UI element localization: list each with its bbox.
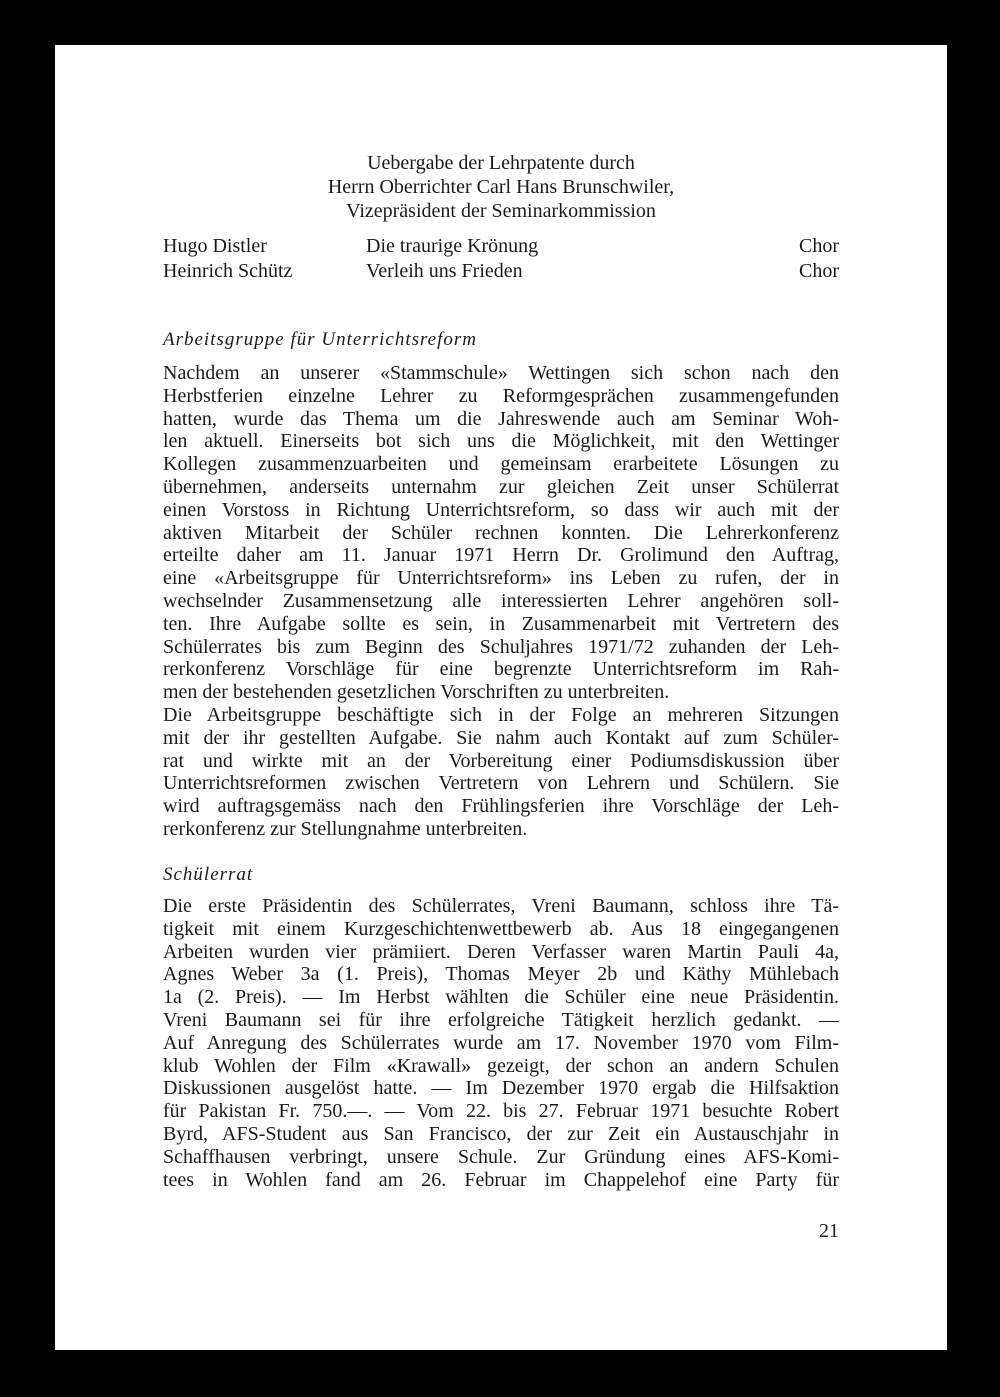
program-row bbox=[163, 234, 839, 259]
text-line: len aktuell. Einerseits bot sich uns die Möglichkeit, mit den Wettinger bbox=[163, 430, 839, 453]
text-line: wechselnder Zusammensetzung alle interessierten Lehrer angehören soll- bbox=[163, 589, 839, 612]
piece-title: Die traurige Krönung bbox=[366, 235, 539, 257]
music-program bbox=[163, 234, 839, 284]
text-line: Nachdem an unserer «Stammschule» Wettingen sich schon nach den bbox=[163, 362, 839, 384]
text-line: aktiven Mitarbeit der Schüler rechnen konnten. Die Lehrerkonferenz bbox=[163, 521, 839, 544]
text-line: klub Wohlen der Film «Krawall» gezeigt, der schon an andern Schulen bbox=[163, 1054, 839, 1077]
heading-line: Vizepräsident der Seminarkommission bbox=[346, 200, 656, 222]
composer: Heinrich Schütz bbox=[163, 260, 293, 282]
text-line: Diskussionen ausgelöst hatte. — Im Dezember 1970 ergab die Hilfsaktion bbox=[163, 1077, 839, 1100]
text-line: tigkeit mit einem Kurzgeschichtenwettbewerb ab. Aus 18 eingegangenen bbox=[163, 917, 839, 940]
program-row bbox=[163, 259, 839, 284]
text-line: übernehmen, anderseits unternahm zur gleichen Zeit unser Schülerrat bbox=[163, 475, 839, 498]
text-line: men der bestehenden gesetzlichen Vorschriften zu unterbreiten. bbox=[163, 681, 670, 704]
text-line: Vreni Baumann sei für ihre erfolgreiche Tätigkeit herzlich gedankt. — bbox=[163, 1008, 839, 1031]
text-line: Agnes Weber 3a (1. Preis), Thomas Meyer 2b und Käthy Mühlebach bbox=[163, 963, 839, 986]
section-title-reform: Arbeitsgruppe für Unterrichtsreform bbox=[163, 329, 478, 350]
text-line: ten. Ihre Aufgabe sollte es sein, in Zusammenarbeit mit Vertretern des bbox=[163, 612, 839, 635]
text-line: 1a (2. Preis). — Im Herbst wählten die Schüler eine neue Präsidentin. bbox=[163, 986, 839, 1009]
heading-line: Herrn Oberrichter Carl Hans Brunschwiler, bbox=[327, 176, 675, 198]
section-title-student-council: Schülerrat bbox=[163, 864, 254, 885]
text-line: für Pakistan Fr. 750.—. — Vom 22. bis 27. Februar 1971 besuchte Robert bbox=[163, 1100, 839, 1123]
text-line: Herbstferien einzelne Lehrer zu Reformgesprächen zusammengefunden bbox=[163, 384, 839, 407]
document-page bbox=[55, 45, 947, 1350]
text-line: Arbeiten wurden vier prämiiert. Deren Verfasser waren Martin Pauli 4a, bbox=[163, 940, 839, 963]
text-line: Auf Anregung des Schülerrates wurde am 17. November 1970 vom Film- bbox=[163, 1031, 839, 1054]
text-line: rerkonferenz Vorschläge für eine begrenzte Unterrichtsreform im Rah- bbox=[163, 658, 839, 681]
text-line: Die erste Präsidentin des Schülerrates, Vreni Baumann, schloss ihre Tä- bbox=[163, 895, 839, 917]
text-line: Unterrichtsreformen zwischen Vertretern von Lehrern und Schülern. Sie bbox=[163, 772, 839, 795]
performer: Chor bbox=[799, 235, 839, 257]
heading-line: Uebergabe der Lehrpatente durch bbox=[367, 152, 635, 174]
piece-title: Verleih uns Frieden bbox=[366, 260, 523, 282]
text-line: einen Vorstoss in Richtung Unterrichtsreform, so dass wir auch mit der bbox=[163, 498, 839, 521]
text-line: Schülerrates bis zum Beginn des Schuljahres 1971/72 zuhanden der Leh- bbox=[163, 635, 839, 658]
page-number: 21 bbox=[819, 1220, 839, 1242]
text-line: rat und wirkte mit an der Vorbereitung einer Podiumsdiskussion über bbox=[163, 749, 839, 772]
text-line: mit der ihr gestellten Aufgabe. Sie nahm auch Kontakt auf zum Schüler- bbox=[163, 726, 839, 749]
text-line: rerkonferenz zur Stellungnahme unterbreiten. bbox=[163, 817, 528, 840]
text-line: wird auftragsgemäss nach den Frühlingsferien ihre Vorschläge der Leh- bbox=[163, 795, 839, 818]
section-body-student-council bbox=[163, 895, 839, 1191]
text-line: Kollegen zusammenzuarbeiten und gemeinsam erarbeitete Lösungen zu bbox=[163, 453, 839, 476]
text-line: erteilte daher am 11. Januar 1971 Herrn Dr. Grolimund den Auftrag, bbox=[163, 544, 839, 567]
text-line: tees in Wohlen fand am 26. Februar im Chappelehof eine Party für bbox=[163, 1168, 839, 1191]
text-line: Die Arbeitsgruppe beschäftigte sich in der Folge an mehreren Sitzungen bbox=[163, 703, 839, 726]
performer: Chor bbox=[799, 260, 839, 282]
text-line: eine «Arbeitsgruppe für Unterrichtsreform» ins Leben zu rufen, der in bbox=[163, 567, 839, 590]
text-line: Byrd, AFS-Student aus San Francisco, der zur Zeit ein Austauschjahr in bbox=[163, 1122, 839, 1145]
text-line: hatten, wurde das Thema um die Jahreswende auch am Seminar Woh- bbox=[163, 407, 839, 430]
text-line: Schaffhausen verbringt, unsere Schule. Zur Gründung eines AFS-Komi- bbox=[163, 1145, 839, 1168]
section-body-reform bbox=[163, 362, 839, 841]
composer: Hugo Distler bbox=[163, 235, 267, 257]
ceremony-heading bbox=[55, 151, 947, 223]
